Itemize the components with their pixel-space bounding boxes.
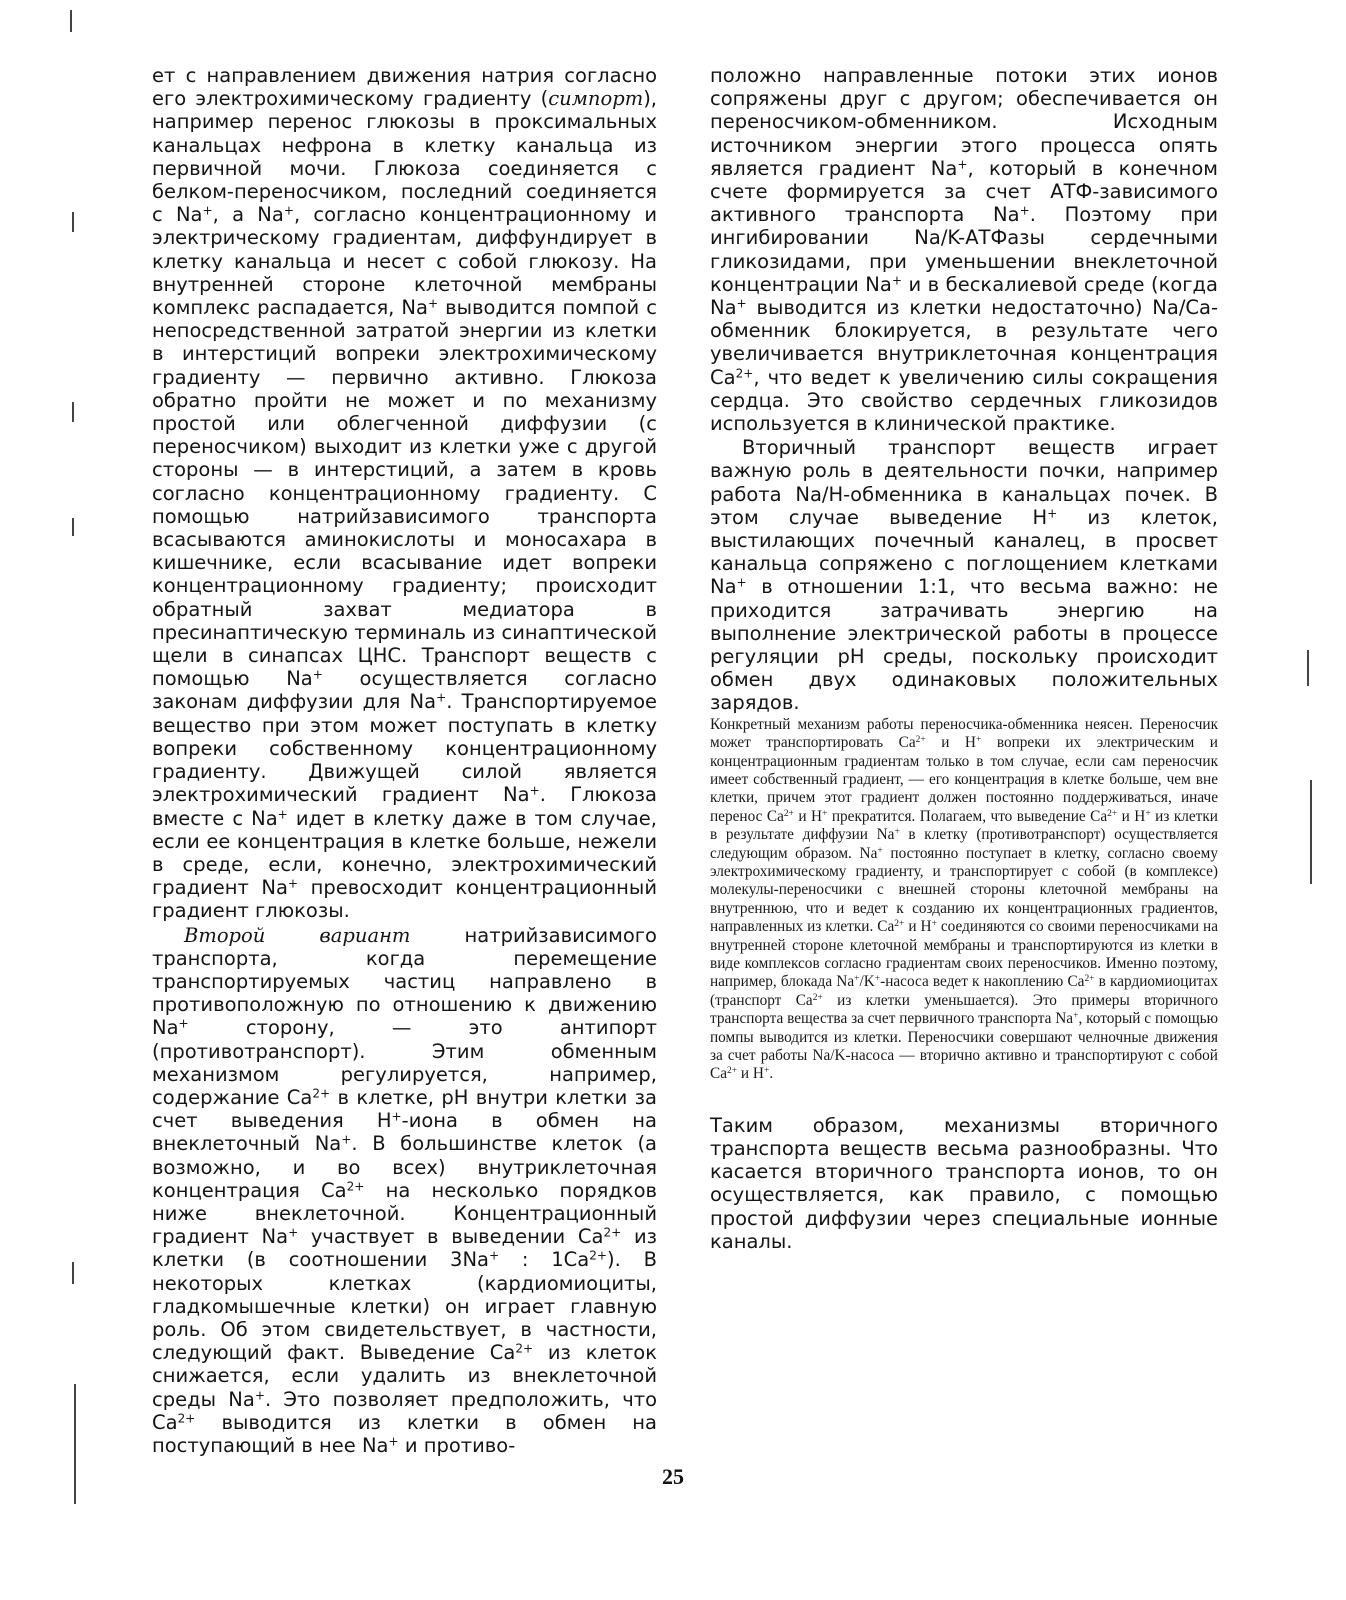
scan-mark <box>72 1262 74 1284</box>
scan-mark <box>1307 650 1309 686</box>
page-number: 25 <box>662 1464 684 1489</box>
emphasis-term: Второй вариант <box>184 923 411 947</box>
right-paragraph-3: Таким образом, механизмы вторичного транспорта веществ весьма разнообразны. Что касается вторичного транспорта ионов, то он осуществляется, как правило, с помощью простой диффузии через специальные ионные каналы. <box>710 1113 1218 1253</box>
scan-mark <box>72 518 74 536</box>
scan-mark <box>72 402 74 422</box>
left-column <box>152 64 657 1457</box>
scan-mark <box>74 1384 76 1504</box>
left-paragraph-2: Второй вариант натрийзависимого транспорта, когда перемещение транспортируемых частиц направлено в противоположную по отношению к движению Na+ сторону, — это антипорт (противотранспорт). Этим обменным механизмом регулируется, например, содержание $Ca^{2+}$ в клетке, pH внутри клетки за счет выведения H+-иона в обмен на внеклеточный Na+. В большинстве клеток (а возможно, и во всех) внутриклеточная концентрация $Ca^{2+}$ на несколько порядков ниже внеклеточной. Концентрационный градиент Na+ участвует в выведении $Ca^{2+}$ из клетки (в соотношении 3Na+ : $1Ca^{2+}$). В некоторых клетках (кардиомиоциты, гладкомышечные клетки) он играет главную роль. Об этом свидетельствует, в частности, следующий факт. Выведение $Ca^{2+}$ из клеток снижается, если удалить из внеклеточной среды Na+. Это позволяет предположить, что $Ca^{2+}$ выводится из клетки в обмен на поступающий в нее Na+ и противо- <box>152 923 658 1457</box>
right-paragraph-1: положно направленные потоки этих ионов сопряжены друг с другом; обеспечивается он переносчиком-обменником. Исходным источником энергии этого процесса опять является градиент Na+, который в конечном счете формируется за счет АТФ-зависимого активного транспорта Na+. Поэтому при ингибировании Na/K-АТФазы сердечными гликозидами, при уменьшении внеклеточной концентрации Na+ и в бескалиевой среде (когда Na+ выводится из клетки недостаточно) Na/Ca-обменник блокируется, в результате чего увеличивается внутриклеточная концентрация $Ca^{2+}$, что ведет к увеличению силы сокращения сердца. Это свойство сердечных гликозидов используется в клинической практике. <box>710 64 1218 436</box>
left-paragraph-1: ет с направлением движения натрия согласно его электрохимическому градиенту (симпорт), например перенос глюкозы в проксимальных канальцах нефрона в клетку канальца из первичной мочи. Глюкоза соединяется с белком-переносчиком, последний соединяется с Na+, а Na+, согласно концентрационному и электрическому градиентам, диффундирует в клетку канальца и несет с собой глюкозу. На внутренней стороне клеточной мембраны комплекс распадается, Na+ выводится помпой с непосредственной затратой энергии из клетки в интерстиций вопреки электрохимическому градиенту — первично активно. Глюкоза обратно пройти не может и по механизму простой или облегченной диффузии (с переносчиком) выходит из клетки уже с другой стороны — в интерстиций, а затем в кровь согласно концентрационному градиенту. С помощью натрийзависимого транспорта всасываются аминокислоты и моносахара в кишечнике, если всасывание идет вопреки концентрационному градиенту; происходит обратный захват медиатора в пресинаптическую терминаль из синаптической щели в синапсах ЦНС. Транспорт веществ с помощью Na+ осуществляется согласно законам диффузии для Na+. Транспортируемое вещество при этом может поступать в клетку вопреки собственному концентрационному градиенту. Движущей силой является электрохимический градиент Na+. Глюкоза вместе с Na+ идет в клетку даже в том случае, если ее концентрация в клетке больше, нежели в среде, если, конечно, электрохимический градиент Na+ превосходит концентрационный градиент глюкозы. <box>152 64 658 923</box>
emphasis-term: симпорт <box>548 87 644 111</box>
right-paragraph-2: Вторичный транспорт веществ играет важную роль в деятельности почки, например работа Na/H-обменника в канальцах почек. В этом случае выведение H+ из клеток, выстилающих почечный каналец, в просвет канальца сопряжено с поглощением клетками Na+ в отношении 1:1, что весьма важно: не приходится затрачивать энергию на выполнение электрической работы в процессе регуляции pH среды, поскольку происходит обмен двух одинаковых положительных зарядов. <box>710 436 1218 715</box>
right-column <box>710 64 1218 1253</box>
scan-mark <box>70 10 72 32</box>
scan-mark <box>72 212 74 232</box>
scan-mark <box>1310 780 1312 884</box>
small-print-note: Конкретный механизм работы переносчика-обменника неясен. Переносчик может транспортировать $Ca^{2+}$ и H+ вопреки их электрическим и концентрационным градиентам только в том случае, если сам переносчик имеет собственный градиент, — его концентрация в клетке больше, чем вне клетки, причем этот градиент должен постоянно поддерживаться, иначе перенос $Ca^{2+}$ и H+ прекратится. Полагаем, что выведение $Ca^{2+}$ и H+ из клетки в результате диффузии Na+ в клетку (противотранспорт) осуществляется следующим образом. Na+ постоянно поступает в клетку, согласно своему электрохимическому градиенту, и транспортирует с собой (в комплексе) молекулы-переносчики с внешней стороны клеточной мембраны на внутреннюю, что и ведет к созданию их концентрационных градиентов, направленных из клетки. $Ca^{2+}$ и H+ соединяются со своими переносчиками на внутренней стороне клеточной мембраны и транспортируются из клетки в виде комплексов согласно градиентам своих переносчиков. Именно поэтому, например, блокада Na+/K+-насоса ведет к накоплению $Ca^{2+}$ в кардиомиоцитах (транспорт $Ca^{2+}$ из клетки уменьшается). Это примеры вторичного транспорта вещества за счет первичного транспорта Na+, который с помощью помпы выводится из клетки. Переносчики совершают челночные движения за счет работы Na/K-насоса — вторично активно и транспортируют с собой $Ca^{2+}$ и H+. <box>710 715 1218 1083</box>
